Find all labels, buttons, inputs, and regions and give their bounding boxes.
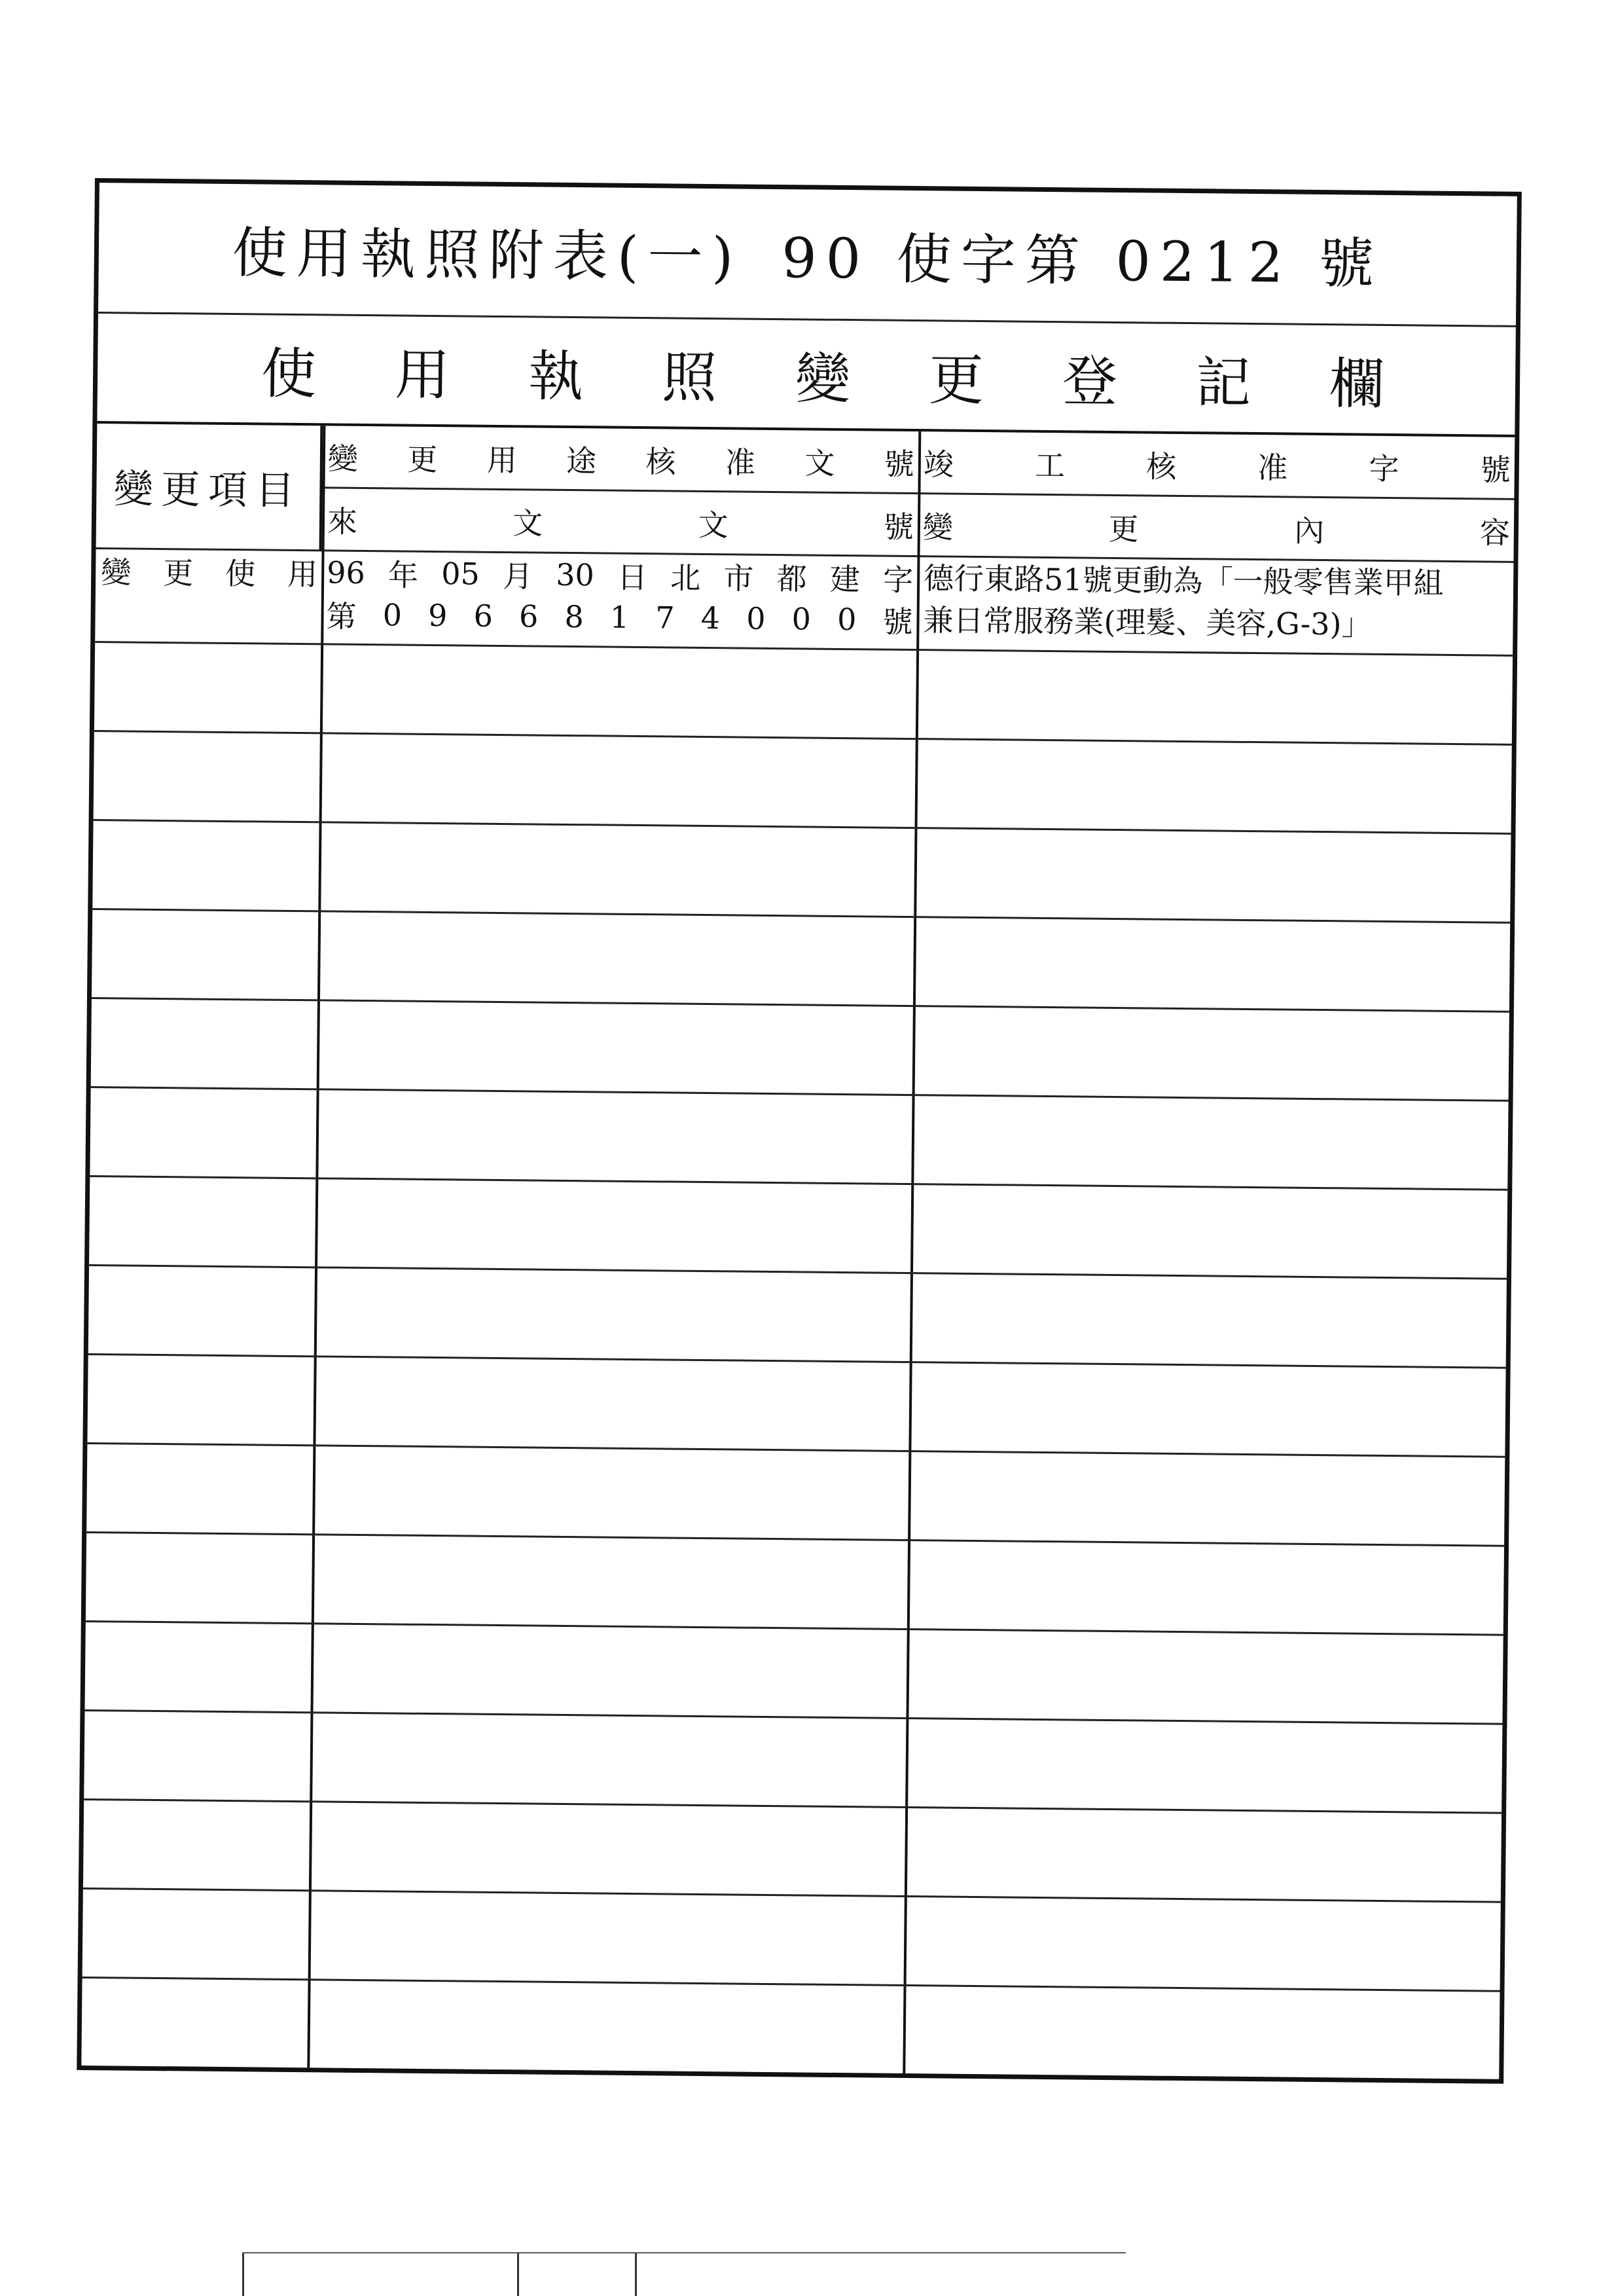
doc-token: 0 — [836, 601, 857, 638]
section-title-char: 登 — [1062, 348, 1118, 414]
row-divider — [86, 1531, 1504, 1547]
header-char: 變 — [327, 440, 359, 477]
row-divider — [89, 1264, 1507, 1280]
doc-token: 6 — [518, 598, 539, 634]
header-change-item: 變更項目 — [96, 424, 323, 551]
header-char: 途 — [566, 443, 597, 479]
header-char: 竣 — [923, 446, 954, 483]
header-approval-doc-number — [322, 426, 918, 494]
doc-token: 0 — [382, 597, 403, 633]
row-divider — [92, 908, 1510, 924]
license-attachment-table — [77, 178, 1522, 2084]
header-change-content — [917, 494, 1514, 563]
doc-token: 都 — [776, 561, 807, 597]
change-content-line-2: 兼日常服務業(理髮、美容,G-3)」 — [923, 602, 1372, 642]
section-title-char: 執 — [528, 343, 584, 409]
row-divider — [82, 1977, 1500, 1992]
header-char: 文 — [804, 445, 835, 481]
section-title-char: 照 — [661, 344, 717, 410]
doc-token: 0 — [791, 601, 812, 637]
header-completion-number — [918, 431, 1515, 500]
header-char: 准 — [725, 444, 756, 481]
header-incoming-doc-number — [322, 488, 918, 557]
doc-token: 8 — [564, 598, 584, 635]
row-divider — [88, 1353, 1506, 1369]
row-divider — [90, 1175, 1507, 1191]
doc-token: 北 — [670, 560, 701, 596]
item-char: 變 — [100, 555, 132, 591]
header-char: 用 — [486, 442, 517, 478]
header-char: 來 — [327, 503, 358, 539]
approval-number-line — [321, 593, 917, 641]
header-char: 核 — [1145, 448, 1177, 484]
approval-date-line — [321, 551, 918, 599]
column-divider — [307, 426, 325, 2068]
column-divider — [903, 431, 921, 2073]
header-char: 字 — [1369, 450, 1399, 486]
doc-token: 月 — [502, 558, 533, 594]
header-char: 文 — [512, 505, 543, 541]
section-title-char: 欄 — [1329, 351, 1385, 416]
page-edge-line — [517, 2253, 519, 2296]
row-divider — [94, 730, 1512, 746]
doc-token: 6 — [473, 598, 494, 634]
license-number: 90 使字第 0212 號 — [781, 226, 1384, 296]
section-title — [97, 314, 1516, 437]
doc-token: 9 — [427, 597, 448, 634]
header-char: 變 — [922, 509, 954, 545]
table-row — [95, 549, 1513, 669]
doc-token: 05 — [440, 556, 480, 592]
row-divider — [84, 1798, 1501, 1814]
header-char: 內 — [1293, 513, 1325, 549]
section-title-char: 使 — [261, 340, 317, 406]
row-divider — [94, 819, 1511, 835]
doc-token: 號 — [882, 604, 913, 640]
row-divider — [86, 1620, 1503, 1636]
item-char: 用 — [287, 556, 318, 592]
item-char: 更 — [162, 555, 194, 591]
section-title-char: 用 — [394, 342, 450, 407]
document-title — [98, 183, 1517, 327]
row-divider — [91, 1086, 1509, 1102]
change-content-line-1: 德行東路51號更動為「一般零售業甲組 — [923, 560, 1444, 601]
page-edge-line — [635, 2253, 637, 2296]
doc-token: 7 — [655, 600, 675, 636]
doc-token: 30 — [555, 556, 595, 593]
header-char: 容 — [1479, 514, 1511, 551]
section-title-char: 更 — [928, 347, 984, 412]
doc-token: 4 — [700, 600, 721, 636]
section-title-char: 記 — [1195, 350, 1251, 415]
doc-token: 字 — [882, 562, 914, 598]
header-char: 工 — [1034, 447, 1066, 483]
header-char: 更 — [1108, 511, 1139, 547]
page-edge-line — [242, 2253, 244, 2296]
row-divider — [85, 1709, 1503, 1725]
row-divider — [83, 1887, 1501, 1903]
doc-token: 0 — [746, 600, 766, 636]
row-divider — [87, 1442, 1505, 1458]
header-char: 更 — [407, 441, 438, 477]
header-char: 准 — [1257, 449, 1288, 486]
header-char: 號 — [883, 509, 914, 545]
doc-token: 第 — [326, 598, 357, 634]
header-char: 核 — [645, 443, 676, 480]
next-page-edge — [242, 2252, 1126, 2296]
doc-token: 年 — [387, 557, 419, 593]
header-char: 號 — [1480, 451, 1511, 488]
doc-token: 1 — [609, 599, 630, 635]
doc-token: 建 — [829, 561, 861, 598]
doc-token: 日 — [617, 559, 648, 596]
row-divider — [92, 997, 1509, 1013]
title-name: 使用執照附表(一) — [232, 221, 743, 290]
section-title-char: 變 — [795, 346, 851, 411]
item-char: 使 — [225, 555, 256, 592]
change-item-cell — [96, 549, 322, 593]
doc-token: 96 — [326, 555, 366, 591]
doc-token: 市 — [723, 560, 754, 596]
header-char: 文 — [698, 507, 728, 543]
header-char: 號 — [884, 446, 915, 482]
